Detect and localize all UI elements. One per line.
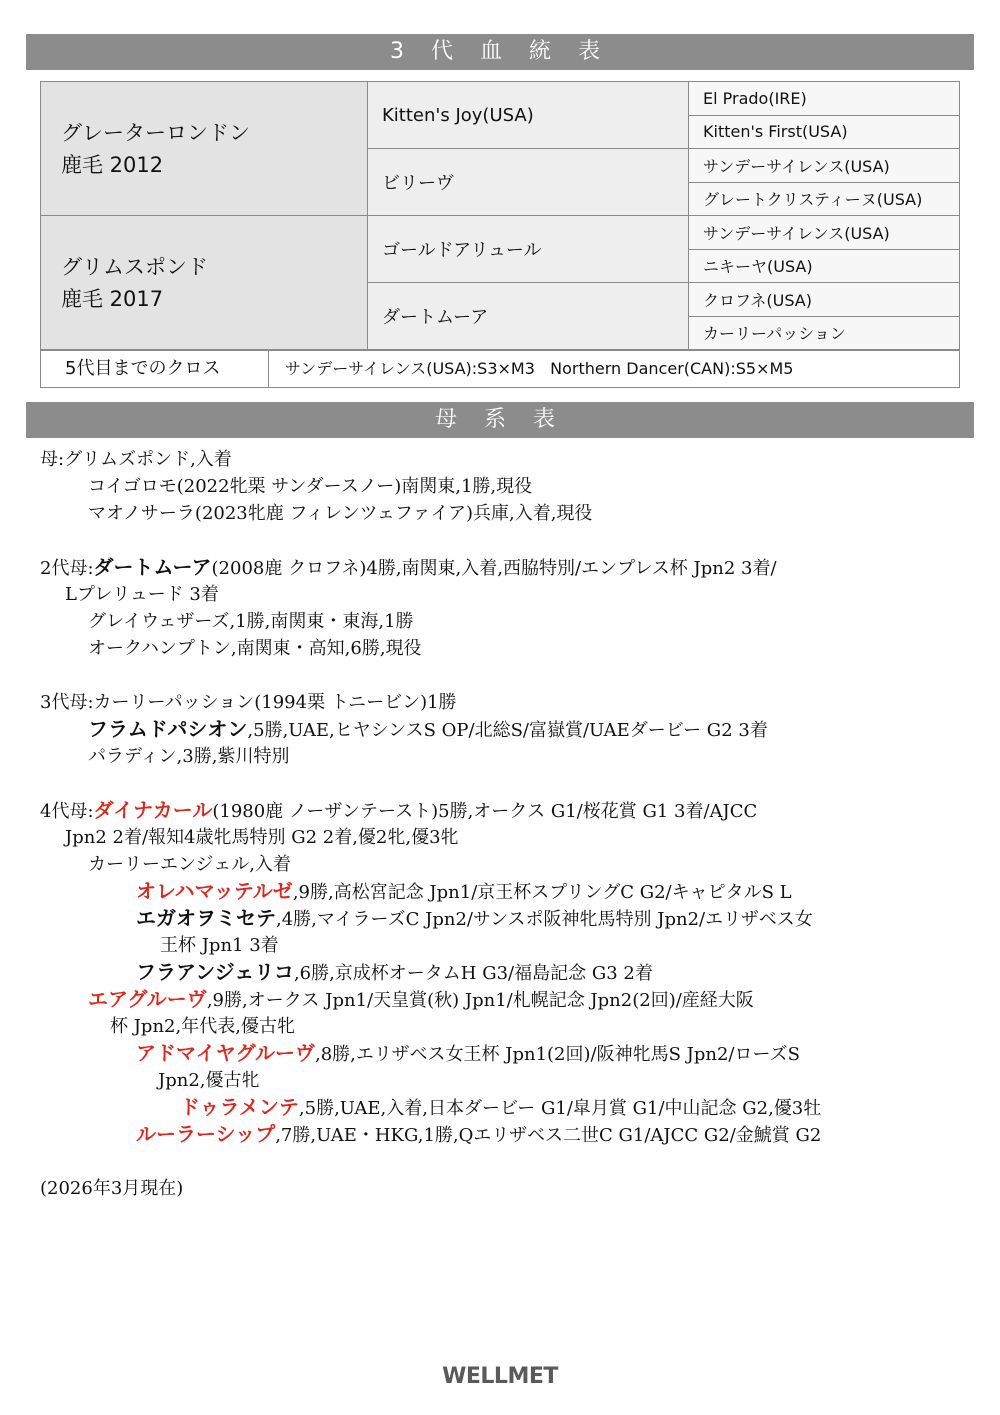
wellmet-logo: WELLMET — [442, 1364, 558, 1389]
dam-dam: ダートムーア — [368, 283, 689, 350]
sire-name: グレーターロンドン — [61, 120, 250, 145]
horse-record: ,8勝,エリザベス女王杯 Jpn1(2回)/阪神牝馬S Jpn2/ローズS — [315, 1044, 800, 1065]
progeny-line: グレイウェザーズ,1勝,南関東・東海,1勝 — [88, 611, 414, 632]
generation-label: 2代母: — [40, 558, 94, 579]
pedigree-section-header: 3 代 血 統 表 — [26, 34, 974, 70]
horse-record: ,5勝,UAE,ヒヤシンスS OP/北総S/富嶽賞/UAEダービー G2 3着 — [247, 720, 768, 741]
sibling-line: コイゴロモ(2022牝栗 サンダースノー)南関東,1勝,現役 — [88, 476, 533, 497]
progeny-line — [40, 1121, 965, 1148]
horse-name: ドゥラメンテ — [180, 1095, 299, 1119]
horse-record: (1980鹿 ノーザンテースト)5勝,オークス G1/桜花賞 G1 3着/AJCC — [212, 801, 758, 822]
dam-cell — [41, 216, 368, 350]
third-dam-line: 3代母:カーリーパッション(1994栗 トニービン)1勝 — [40, 692, 457, 713]
sibling-line: マオノサーラ(2023牝鹿 フィレンツェファイア)兵庫,入着,現役 — [88, 503, 593, 524]
dam-sire-sire: サンデーサイレンス(USA) — [689, 216, 960, 250]
second-dam-line — [40, 554, 965, 581]
cross-label: 5代目までのクロス — [41, 351, 269, 387]
family-table — [40, 446, 965, 1202]
progeny-line — [40, 878, 965, 905]
as-of-date: (2026年3月現在) — [40, 1178, 184, 1199]
dam-sire: ゴールドアリュール — [368, 216, 689, 283]
progeny-line — [40, 1094, 965, 1121]
continuation-line: Lプレリュード 3着 — [65, 584, 219, 605]
horse-record: ,9勝,オークス Jpn1/天皇賞(秋) Jpn1/札幌記念 Jpn2(2回)/産経大阪 — [206, 990, 754, 1011]
continuation-line: Jpn2 2着/報知4歳牝馬特別 G2 2着,優2牝,優3牝 — [65, 827, 459, 848]
horse-name: ルーラーシップ — [136, 1122, 276, 1146]
progeny-line — [40, 1040, 965, 1067]
horse-name: ダートムーア — [93, 555, 212, 579]
progeny-line — [40, 716, 965, 743]
progeny-line: パラディン,3勝,紫川特別 — [88, 746, 290, 767]
horse-record: (2008鹿 クロフネ)4勝,南関東,入着,西脇特別/エンプレス杯 Jpn2 3着/ — [211, 558, 777, 579]
fourth-dam-line — [40, 797, 965, 824]
sire-dam-sire: サンデーサイレンス(USA) — [689, 149, 960, 183]
dam-dam-dam: カーリーパッション — [689, 316, 960, 350]
horse-name: エアグルーヴ — [88, 987, 207, 1011]
sire-dam-dam: グレートクリスティーヌ(USA) — [689, 182, 960, 216]
dam-sire-dam: ニキーヤ(USA) — [689, 249, 960, 283]
cross-value: サンデーサイレンス(USA):S3×M3 Northern Dancer(CAN):S5×M5 — [285, 359, 794, 378]
progeny-line — [40, 905, 965, 932]
pedigree-table — [40, 81, 960, 350]
sire-sire-dam: Kitten's First(USA) — [689, 115, 960, 149]
horse-name: オレハマッテルゼ — [136, 879, 293, 903]
progeny-line — [40, 986, 965, 1013]
progeny-line — [40, 959, 965, 986]
dam-line: 母:グリムズポンド,入着 — [40, 449, 232, 470]
inbreeding-cross-row — [40, 350, 960, 388]
generation-label: 4代母: — [40, 801, 94, 822]
horse-record: ,6勝,京成杯オータムH G3/福島記念 G3 2着 — [293, 963, 653, 984]
horse-name: エガオヲミセテ — [136, 906, 276, 930]
continuation-line: 王杯 Jpn1 3着 — [160, 935, 279, 956]
sire-sire: Kitten's Joy(USA) — [368, 82, 689, 149]
dam-dam-sire: クロフネ(USA) — [689, 283, 960, 317]
sire-detail: 鹿毛 2012 — [61, 152, 164, 177]
horse-record: ,4勝,マイラーズC Jpn2/サンスポ阪神牝馬特別 Jpn2/エリザベス女 — [276, 909, 813, 930]
horse-name: アドマイヤグルーヴ — [136, 1041, 315, 1065]
sire-sire-sire: El Prado(IRE) — [689, 82, 960, 116]
horse-record: ,9勝,高松宮記念 Jpn1/京王杯スプリングC G2/キャピタルS L — [292, 882, 792, 903]
horse-name: フラアンジェリコ — [136, 960, 294, 984]
continuation-line: 杯 Jpn2,年代表,優古牝 — [110, 1016, 295, 1037]
sire-cell — [41, 82, 368, 216]
horse-name: フラムドパシオン — [88, 717, 248, 741]
dam-name: グリムスポンド — [61, 254, 208, 279]
family-section-header: 母 系 表 — [26, 402, 974, 438]
horse-record: ,5勝,UAE,入着,日本ダービー G1/皐月賞 G1/中山記念 G2,優3牡 — [298, 1098, 822, 1119]
progeny-line: カーリーエンジェル,入着 — [88, 854, 291, 875]
horse-name: ダイナカール — [93, 798, 213, 822]
sire-dam: ビリーヴ — [368, 149, 689, 216]
continuation-line: Jpn2,優古牝 — [158, 1070, 260, 1091]
progeny-line: オークハンプトン,南関東・高知,6勝,現役 — [88, 638, 422, 659]
horse-record: ,7勝,UAE・HKG,1勝,Qエリザベス二世C G1/AJCC G2/金鯱賞 G2 — [275, 1125, 822, 1146]
dam-detail: 鹿毛 2017 — [61, 286, 164, 311]
